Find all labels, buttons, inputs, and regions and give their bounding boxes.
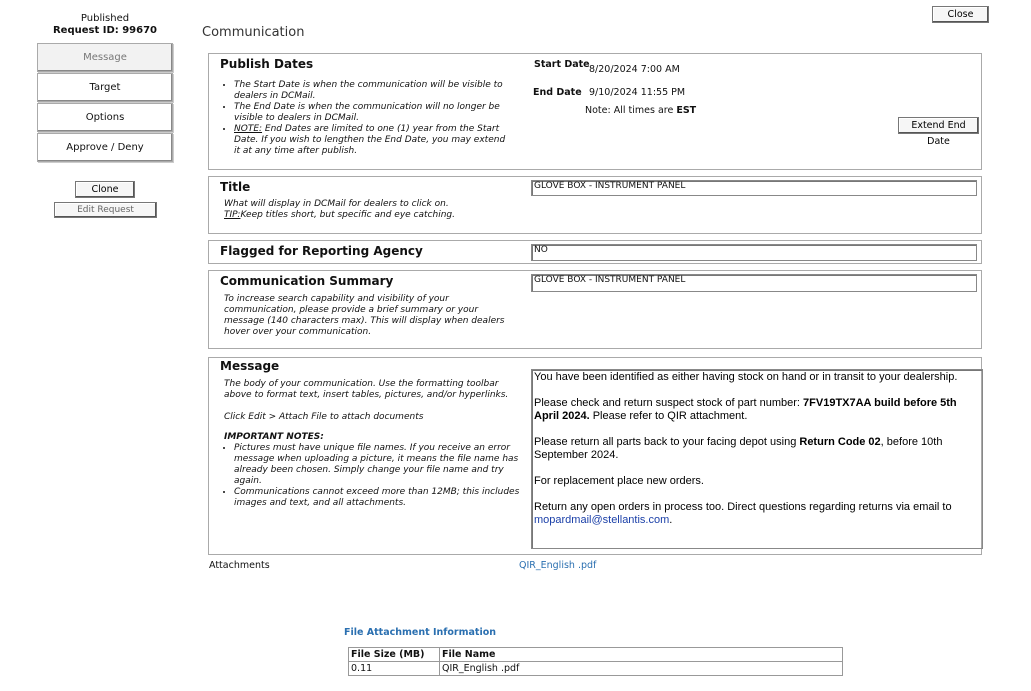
column-header: File Name: [440, 648, 843, 662]
nav-message[interactable]: Message: [37, 43, 173, 72]
start-date-value: 8/20/2024 7:00 AM: [589, 64, 680, 75]
title-tip: [224, 210, 514, 221]
message-help-text: The body of your communication. Use the formatting toolbar above to format text, insert tables, pictures, and/or hyperlinks.: [224, 379, 509, 400]
timezone: EST: [676, 105, 697, 116]
status-label: Published: [80, 13, 130, 24]
file-info-table: [348, 647, 843, 676]
nav-approve-deny[interactable]: Approve / Deny: [37, 133, 173, 162]
request-id: Request ID: 99670: [52, 25, 158, 36]
attach-help-text: Click Edit > Attach File to attach documents: [224, 412, 424, 422]
table-row: [349, 662, 843, 676]
note-text: End Dates are limited to one (1) year from the Start Date. If you wish to lengthen the End Date, you may extend it at any time after publish.: [234, 124, 506, 156]
message-paragraph: For replacement place new orders.: [534, 475, 704, 487]
message-paragraph: [534, 436, 980, 462]
close-button[interactable]: Close: [932, 6, 989, 23]
message-body-editor[interactable]: [531, 369, 983, 549]
message-note: • Pictures must have unique file names. If you receive an error message when uploading a picture, it means the file name has already been chosen. Simply change your file name and try again.: [234, 443, 522, 487]
message-note: • Communications cannot exceed more than 12MB; this includes images and text, and all attachments.: [234, 487, 522, 509]
publish-note: • The Start Date is when the communication will be visible to dealers in DCMail.: [234, 80, 514, 102]
summary-section: [208, 270, 982, 349]
file-name-cell: QIR_English .pdf: [440, 662, 843, 676]
timezone-note-text: Note: All times are: [585, 105, 677, 116]
summary-help: To increase search capability and visibility of your communication, please provide a brief summary or your message (140 characters max). This will display when dealers hover over your communication.: [224, 294, 505, 337]
message-text: , before 10th September 2024.: [534, 436, 943, 461]
publish-dates-title: Publish Dates: [220, 57, 314, 71]
email-link[interactable]: mopardmail@stellantis.com: [534, 514, 670, 526]
message-text: Please return all parts back to your facing depot using: [534, 436, 800, 448]
message-paragraph: You have been identified as either having stock on hand or in transit to your dealership.: [534, 371, 958, 383]
attachments-label: Attachments: [209, 560, 270, 571]
extend-end-date-button[interactable]: Extend End Date: [898, 117, 979, 134]
title-section: [208, 176, 982, 234]
publish-note: [234, 124, 514, 157]
nav-target[interactable]: Target: [37, 73, 173, 102]
tip-text: Keep titles short, but specific and eye catching.: [240, 210, 455, 220]
start-date-label: Start Date: [534, 59, 590, 70]
flagged-section: [208, 240, 982, 264]
timezone-note: [585, 105, 696, 116]
end-date-label: End Date: [533, 87, 582, 98]
message-text: Return any open orders in process too. Direct questions regarding returns via email to: [534, 501, 952, 513]
file-info-title: File Attachment Information: [344, 627, 496, 638]
tip-label: TIP:: [224, 210, 241, 220]
flagged-title: Flagged for Reporting Agency: [220, 244, 423, 258]
important-notes-label: IMPORTANT NOTES:: [224, 432, 324, 442]
nav-options[interactable]: Options: [37, 103, 173, 132]
page-title: Communication: [202, 25, 305, 40]
table-header-row: [349, 648, 843, 662]
file-size-cell: 0.11: [349, 662, 440, 676]
title-help-text: What will display in DCMail for dealers to click on.: [224, 199, 449, 209]
message-text: Please check and return suspect stock of part number:: [534, 397, 804, 409]
return-code: Return Code 02: [799, 436, 881, 448]
message-paragraph: [534, 501, 980, 527]
column-header: File Size (MB): [349, 648, 440, 662]
summary-input[interactable]: GLOVE BOX - INSTRUMENT PANEL: [531, 274, 977, 292]
title-section-title: Title: [220, 180, 251, 194]
part-number: 7FV19TX7AA build before 5th April 2024.: [534, 397, 957, 422]
title-input[interactable]: GLOVE BOX - INSTRUMENT PANEL: [531, 180, 977, 196]
edit-request-button[interactable]: Edit Request: [54, 202, 157, 218]
message-text: .: [669, 514, 673, 526]
publish-dates-section: [208, 53, 982, 170]
summary-title: Communication Summary: [220, 274, 394, 288]
flagged-input[interactable]: NO: [531, 244, 977, 261]
attachment-file-link[interactable]: QIR_English .pdf: [519, 560, 597, 571]
message-text: Please refer to QIR attachment.: [589, 410, 748, 422]
note-label: NOTE:: [234, 124, 263, 134]
end-date-value: 9/10/2024 11:55 PM: [589, 87, 686, 98]
publish-dates-help: [224, 80, 514, 157]
message-paragraph: [534, 397, 980, 423]
title-help: [224, 199, 514, 221]
publish-note: • The End Date is when the communication will no longer be visible to dealers in DCMail.: [234, 102, 514, 124]
message-section: [208, 357, 982, 555]
message-help: [224, 379, 522, 509]
message-title: Message: [220, 359, 280, 373]
clone-button[interactable]: Clone: [75, 181, 135, 198]
